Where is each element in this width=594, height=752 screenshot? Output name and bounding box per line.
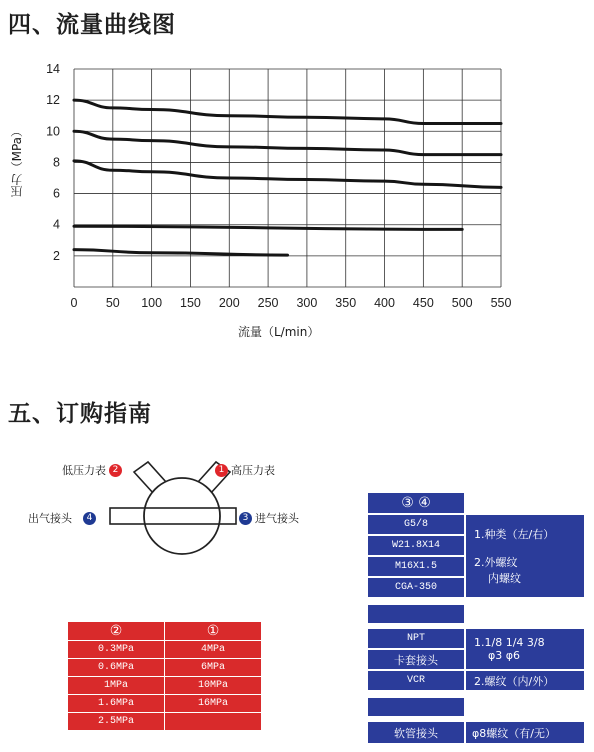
high-gauge-text: 高压力表 [231,464,275,477]
thread-cell: W21.8X14 [368,536,464,555]
header-high: ① [165,622,262,641]
high-gauge-label [215,462,275,478]
type-cell: VCR [368,671,464,690]
table-row [68,713,262,731]
cell-high: 16MPa [165,695,262,713]
x-tick-label: 200 [218,296,240,310]
y-tick-label: 6 [53,186,60,201]
thread-notes [466,515,584,597]
connector-header: ③ ④ [368,493,464,513]
badge-1: 1 [215,464,228,477]
x-tick-label: 500 [451,296,473,310]
cell-high [165,713,262,731]
thread-note-1: 1.种类（左/右） [474,528,555,541]
pressure-table-header [68,622,262,641]
table-row [68,641,262,659]
y-tick-label: 8 [53,155,60,170]
inlet-label [239,510,299,526]
x-tick-label: 350 [335,296,357,310]
regulator-body [144,478,220,554]
x-tick-label: 50 [105,296,120,310]
inlet-text: 进气接头 [255,512,299,525]
x-tick-label: 100 [141,296,163,310]
y-tick-label: 12 [46,93,60,108]
cell-high: 4MPa [165,641,262,659]
pressure-table [67,621,262,731]
spacer-cell [368,605,464,623]
series-line-3 [74,161,501,187]
type-notes-1 [466,629,584,669]
type-note-2: 2.螺纹（内/外） [466,671,584,690]
cell-high: 6MPa [165,659,262,677]
thread-note-2a: 2.外螺纹 [474,556,518,569]
section-title-flow-chart: 四、流量曲线图 [8,12,176,38]
badge-2: 2 [109,464,122,477]
spacer-cell [368,698,464,716]
chart-x-axis-label: 流量（L/min） [238,325,320,339]
flow-curve-chart [0,55,594,315]
cell-low: 2.5MPa [68,713,165,731]
type-cell: 卡套接头 [368,650,464,669]
x-tick-label: 0 [70,296,78,310]
series-line-2 [74,131,501,154]
x-tick-label: 250 [257,296,279,310]
y-tick-label: 2 [53,248,60,263]
hose-cell: 软管接头 [368,722,464,743]
chart-y-axis-label: 压力（MPa） [10,125,24,198]
section-title-order-guide: 五、订购指南 [8,401,152,427]
cell-low: 1.6MPa [68,695,165,713]
cell-high: 10MPa [165,677,262,695]
thread-cell: M16X1.5 [368,557,464,576]
series-line-1 [74,100,501,123]
badge-4: 4 [83,512,96,525]
thread-cell: G5/8 [368,515,464,534]
x-tick-label: 150 [180,296,201,310]
type-note-1b: φ3 φ6 [488,649,521,662]
type-cell: NPT [368,629,464,648]
x-tick-label: 400 [374,296,395,310]
type-note-1a: 1.1/8 1/4 3/8 [474,636,545,649]
low-gauge-text: 低压力表 [62,464,106,477]
table-row [68,659,262,677]
x-tick-label: 550 [490,296,512,310]
table-row [68,695,262,713]
cell-low: 0.6MPa [68,659,165,677]
outlet-text: 出气接头 [28,512,72,525]
y-tick-label: 10 [46,124,60,139]
header-low: ② [68,622,165,641]
cell-low: 1MPa [68,677,165,695]
outlet-label [28,510,96,526]
badge-3: 3 [239,512,252,525]
y-tick-label: 14 [46,62,60,76]
cell-low: 0.3MPa [68,641,165,659]
chart-series [74,100,501,255]
table-row [68,677,262,695]
thread-cell: CGA-350 [368,578,464,597]
y-tick-label: 4 [53,217,60,232]
hose-note: φ8螺纹（有/无） [466,722,584,743]
thread-note-2b: 内螺纹 [488,572,521,585]
x-tick-label: 450 [412,296,434,310]
x-tick-label: 300 [296,296,318,310]
series-line-4 [74,226,462,229]
series-line-5 [74,250,288,255]
low-gauge-label [62,462,122,478]
